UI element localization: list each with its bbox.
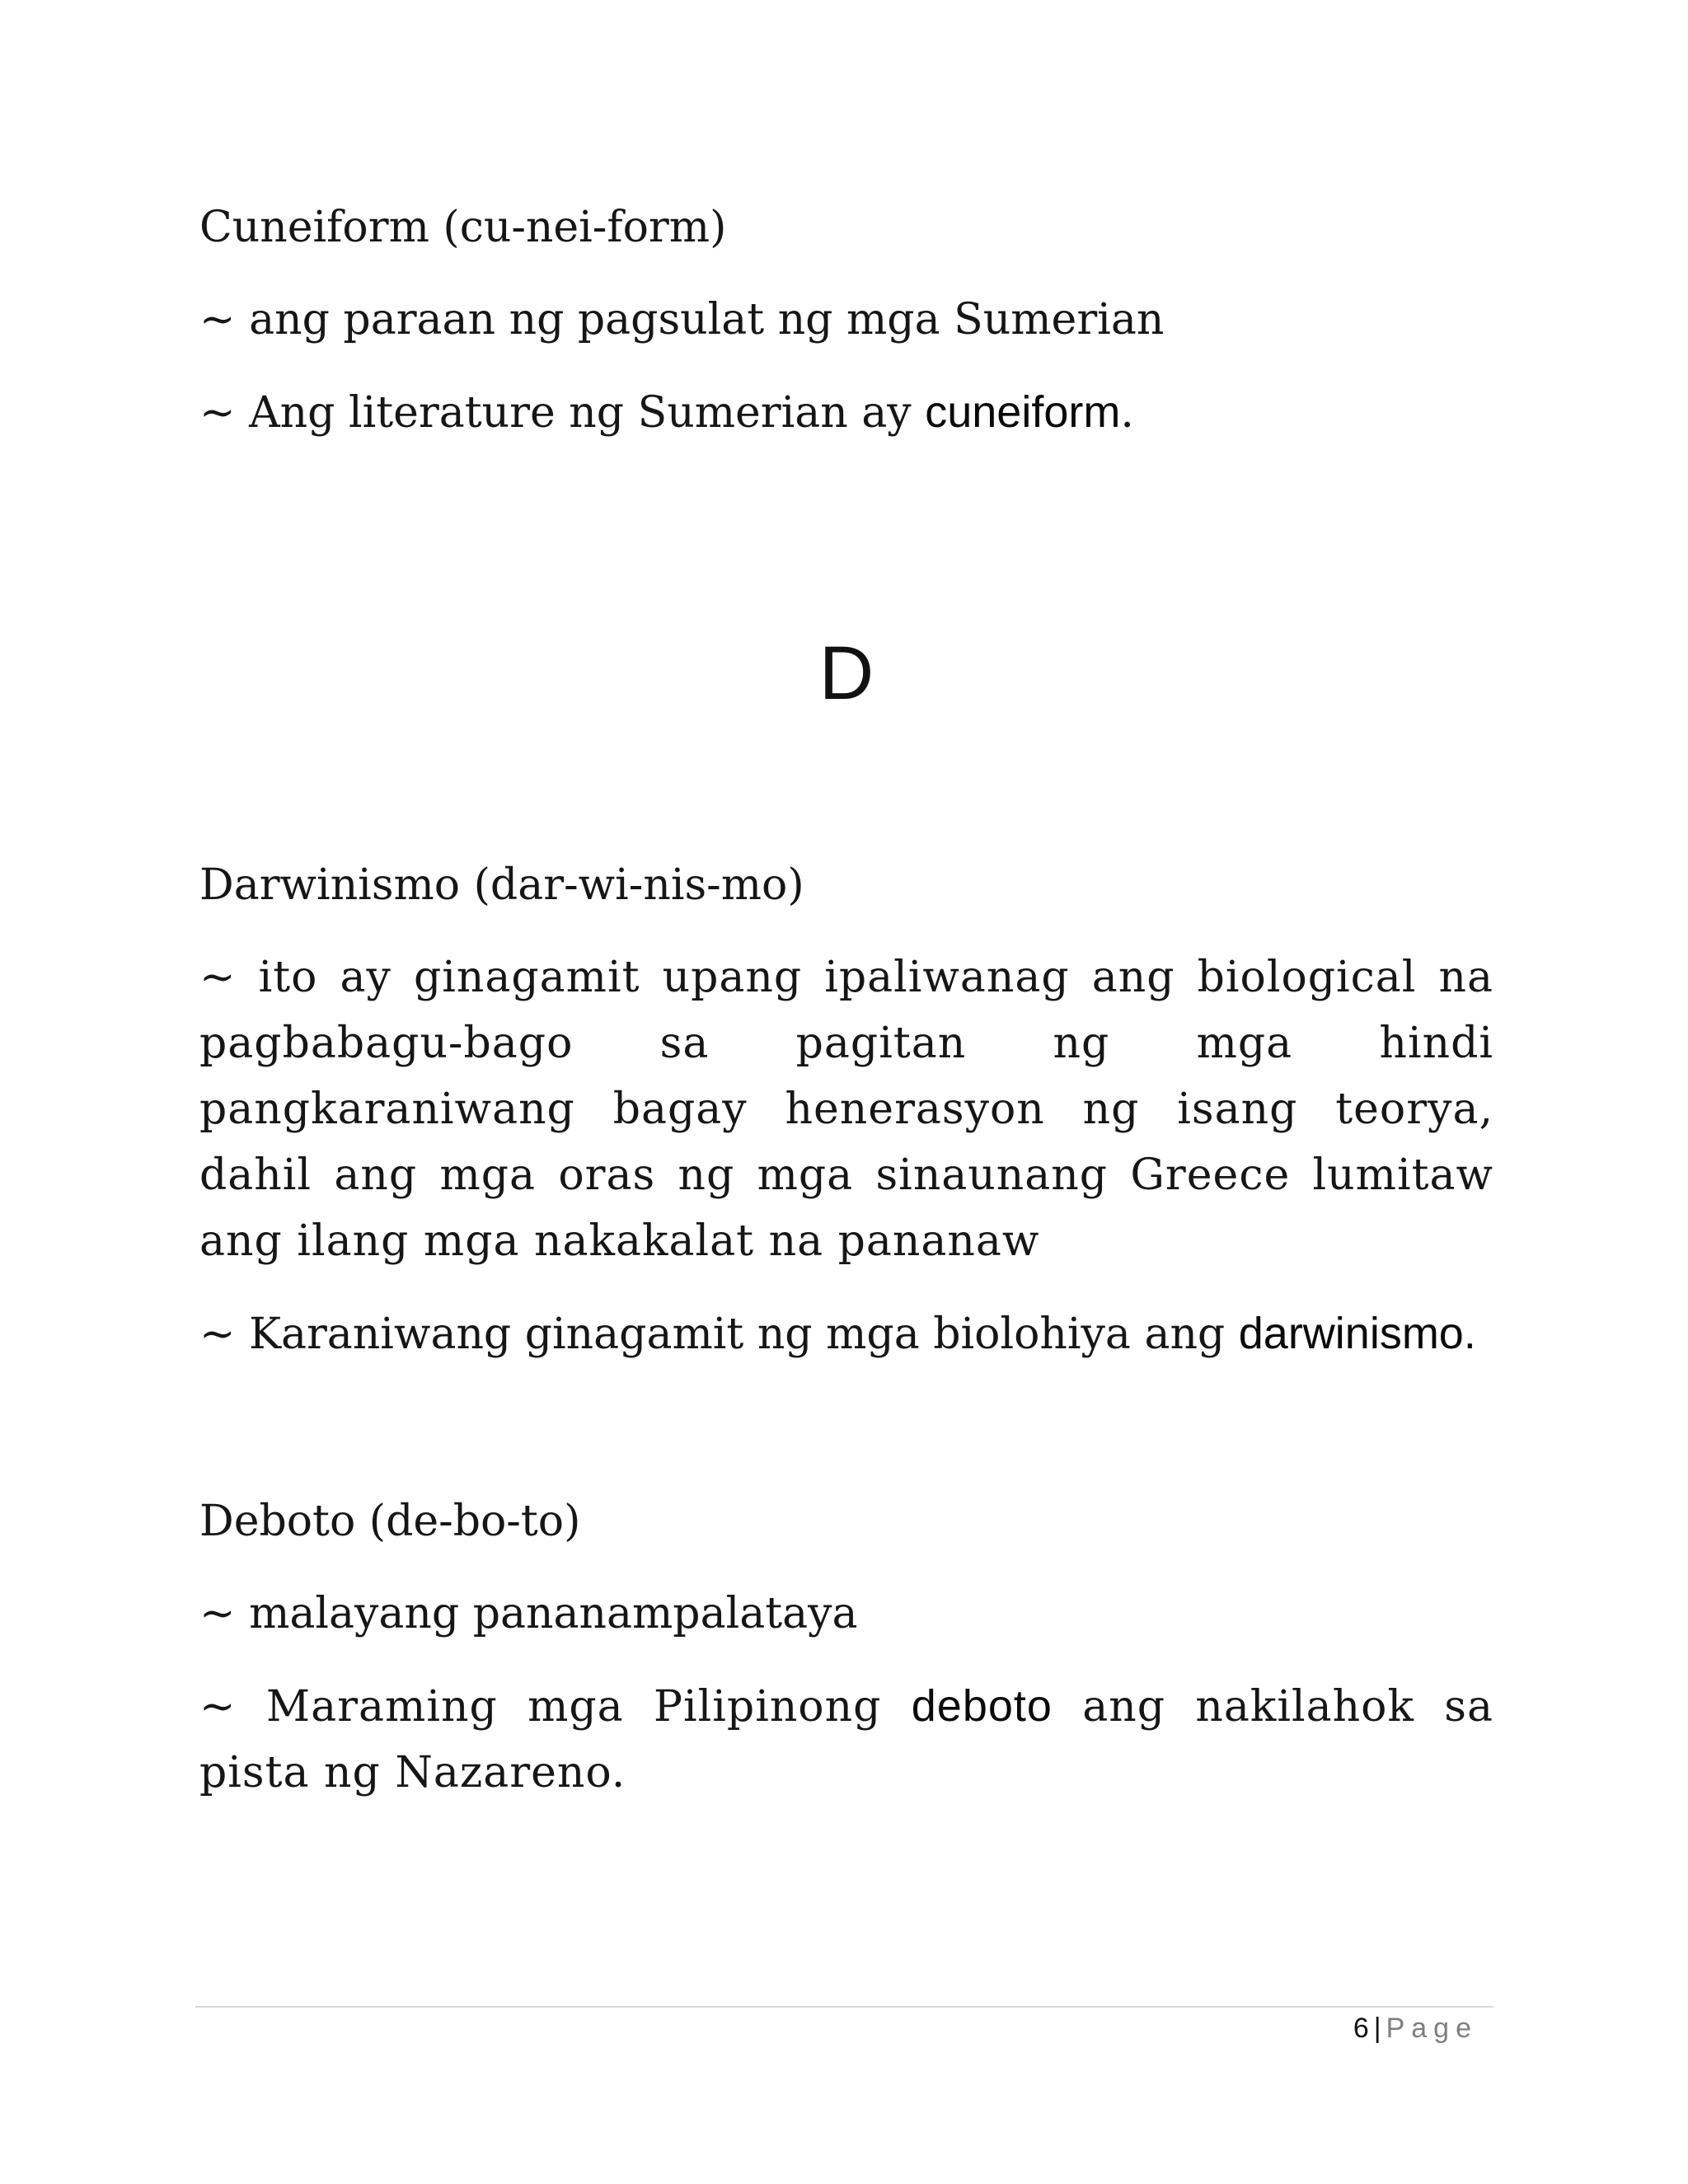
page-number: 6 (1353, 2013, 1369, 2044)
footer-divider (195, 2006, 1493, 2008)
example-deboto (199, 1673, 1493, 1806)
example-cuneiform-text: ~ Ang literature ng Sumerian ay (199, 388, 926, 438)
example-cuneiform-keyword: cuneiform (925, 387, 1121, 437)
example-deboto-end: ang nakilahok sa pista ng Nazareno. (199, 1682, 1493, 1797)
example-darwinismo-text: ~ Karaniwang ginagamit ng mga biolohiya ang (199, 1310, 1239, 1359)
example-darwinismo-keyword: darwinismo. (1238, 1309, 1476, 1358)
definition-cuneiform: ~ ang paraan ng pagsulat ng mga Sumerian (199, 295, 1165, 344)
example-cuneiform (199, 379, 1134, 446)
term-darwinismo: Darwinismo (dar-wi-nis-mo) (199, 860, 804, 910)
page-footer (1353, 2009, 1478, 2047)
example-darwinismo (199, 1301, 1476, 1367)
term-deboto: Deboto (de-bo-to) (199, 1497, 581, 1546)
section-letter-heading: D (818, 631, 874, 715)
definition-deboto: ~ malayang pananampalataya (199, 1589, 858, 1638)
example-deboto-text: ~ Maraming mga Pilipinong (199, 1682, 912, 1732)
example-deboto-keyword: deboto (911, 1681, 1053, 1731)
footer-separator: | (1373, 2013, 1381, 2044)
example-cuneiform-end: . (1120, 388, 1134, 438)
page-label: Page (1386, 2013, 1478, 2044)
definition-darwinismo: ~ ito ay ginagamit upang ipaliwanag ang biological na pagbabagu-bago sa pagitan ng mga hindi pangkaraniwang bagay henerasyon ng isang teorya, dahil ang mga oras ng mga sinaunang Greece lumitaw ang ilang mga nakakalat na pananaw (199, 953, 1493, 1266)
term-cuneiform: Cuneiform (cu-nei-form) (199, 203, 727, 252)
